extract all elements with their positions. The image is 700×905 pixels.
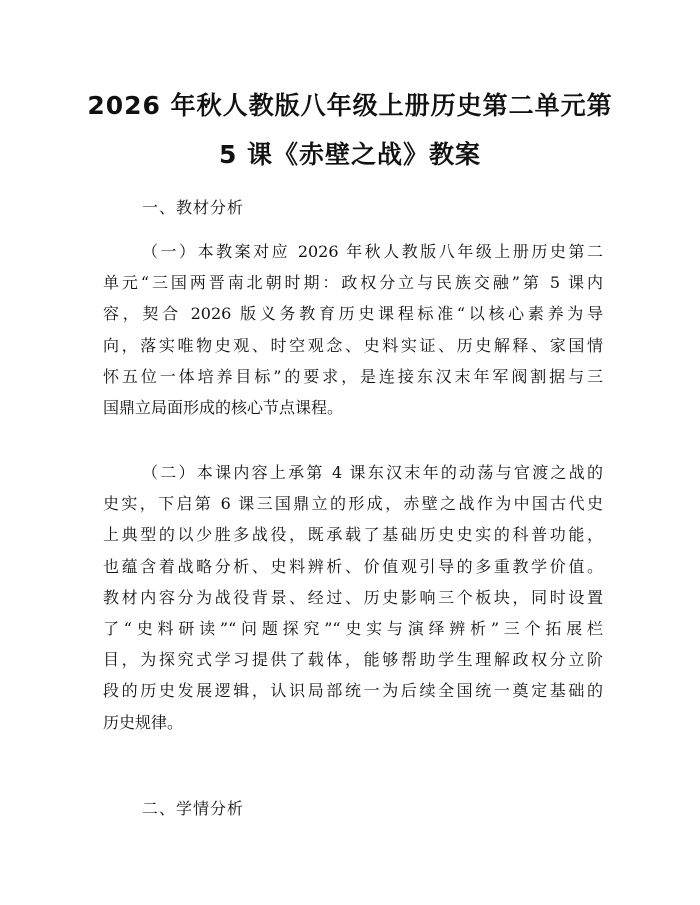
section-heading-textbook-analysis: 一、教材分析 xyxy=(142,198,245,217)
paragraph-2-line: 上典型的以少胜多战役，既承载了基础历史史实的科普功能， xyxy=(103,525,603,545)
section-heading-learner-analysis: 二、学情分析 xyxy=(142,799,245,818)
paragraph-2-line: （二）本课内容上承第 4 课东汉末年的动荡与官渡之战的 xyxy=(142,463,603,482)
paragraph-2-line: 了“史料研读”“问题探究”“史实与演绎辨析”三个拓展栏 xyxy=(103,618,603,638)
paragraph-2-line: 教材内容分为战役背景、经过、历史影响三个板块，同时设置 xyxy=(103,587,603,607)
document-title-line-1: 2026 年秋人教版八年级上册历史第二单元第 xyxy=(87,91,613,120)
paragraph-1-line: 怀五位一体培养目标”的要求，是连接东汉末年军阀割据与三 xyxy=(103,366,603,386)
paragraph-2-line: 目，为探究式学习提供了载体，能够帮助学生理解政权分立阶 xyxy=(103,650,603,670)
paragraph-1 xyxy=(103,236,603,423)
paragraph-2-line: 也蕴含着战略分析、史料辨析、价值观引导的多重教学价值。 xyxy=(103,556,603,576)
paragraph-2-line: 史实，下启第 6 课三国鼎立的形成，赤壁之战作为中国古代史 xyxy=(103,494,603,514)
paragraph-1-line: 单元“三国两晋南北朝时期：政权分立与民族交融”第 5 课内 xyxy=(103,273,603,293)
document-title-line-2: 5 课《赤壁之战》教案 xyxy=(218,140,482,169)
paragraph-1-line: 国鼎立局面形成的核心节点课程。 xyxy=(103,397,344,417)
paragraph-1-line: 容，契合 2026 版义务教育历史课程标准“以核心素养为导 xyxy=(103,304,603,324)
paragraph-1-line: 向，落实唯物史观、时空观念、史料实证、历史解释、家国情 xyxy=(103,335,603,355)
paragraph-2 xyxy=(103,457,603,738)
paragraph-1-line: （一）本教案对应 2026 年秋人教版八年级上册历史第二 xyxy=(142,242,603,261)
paragraph-2-line: 段的历史发展逻辑，认识局部统一为后续全国统一奠定基础的 xyxy=(103,681,603,701)
paragraph-2-line: 历史规律。 xyxy=(103,712,184,732)
